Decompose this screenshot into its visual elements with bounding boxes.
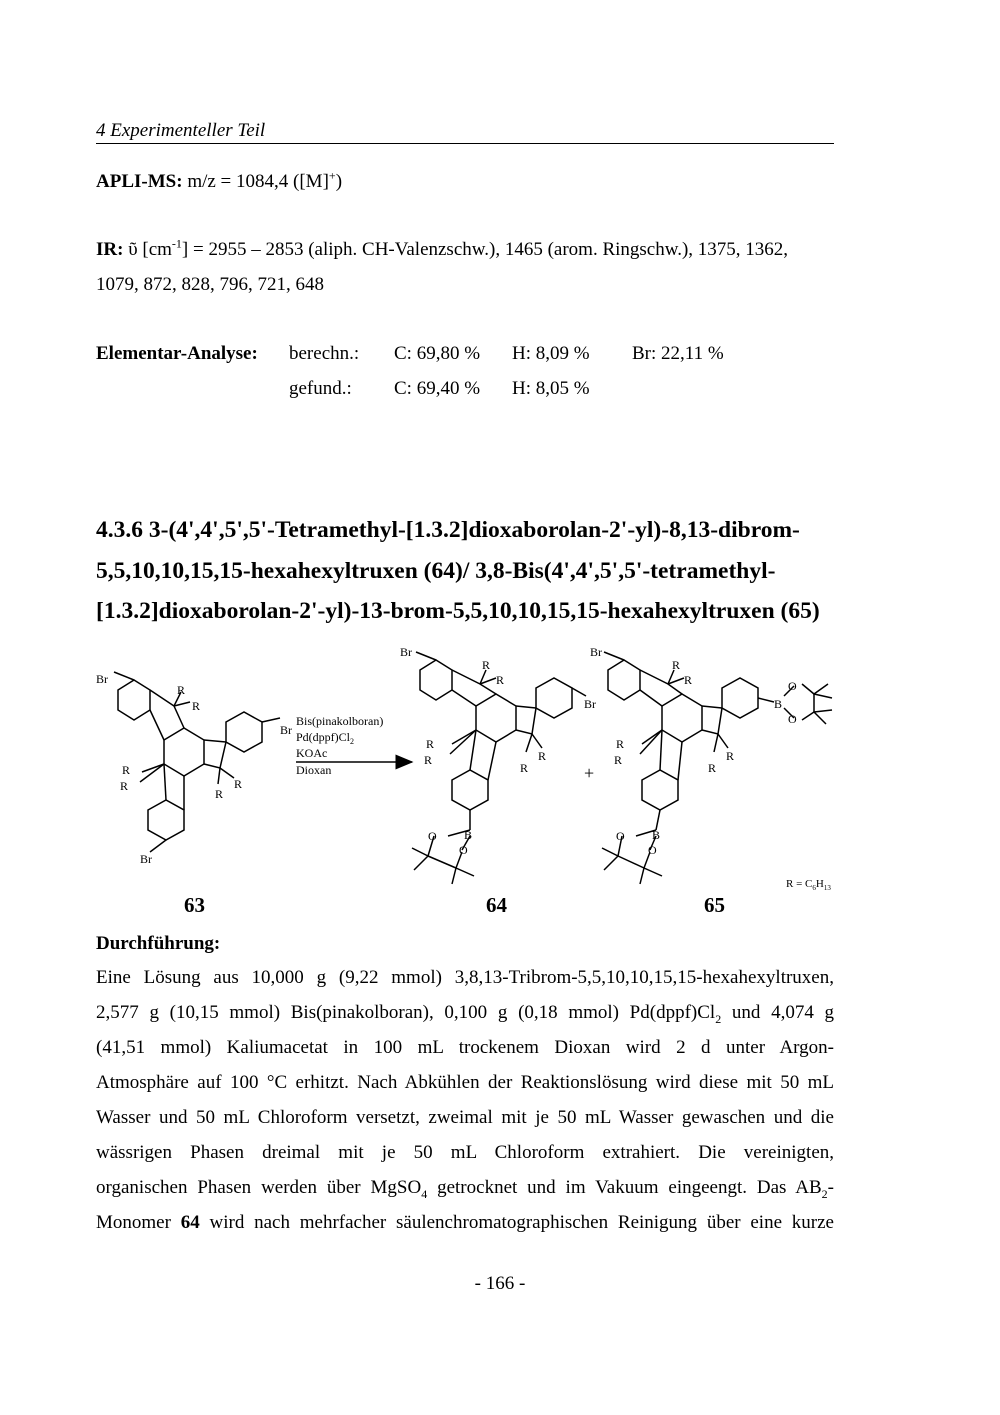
elemental-found-label: gefund.: xyxy=(289,378,352,399)
compound-label-63: 63 xyxy=(184,893,205,917)
atom-r-65a: R xyxy=(672,658,681,672)
reagent-koac: KOAc xyxy=(296,746,328,760)
atom-o-64b: O xyxy=(459,843,468,857)
atom-r-65e: R xyxy=(726,749,735,763)
elemental-found-h: H: 8,05 % xyxy=(512,378,590,399)
atom-br-63c: Br xyxy=(140,852,152,866)
atom-b-64: B xyxy=(464,828,473,842)
atom-o-64a: O xyxy=(428,829,437,843)
procedure-line-6: wässrigen Phasen dreimal mit je 50 mL Chloroform extrahiert. Die vereinigten, xyxy=(96,1142,834,1163)
atom-b-65a: B xyxy=(774,697,783,711)
atom-br-63b: Br xyxy=(280,723,292,737)
r-definition: $R = C_6H_{13}$ xyxy=(786,878,831,892)
elemental-label: Elementar-Analyse: xyxy=(96,343,258,364)
apli-ms-suffix: ) xyxy=(335,171,343,192)
compound-label-64: 64 xyxy=(486,893,507,917)
elemental-calc-br: Br: 22,11 % xyxy=(632,343,724,364)
procedure-paragraph xyxy=(96,960,834,1240)
atom-o-65c: O xyxy=(616,829,625,843)
elemental-calc-h: H: 8,09 % xyxy=(512,343,590,364)
atom-r-65c: R xyxy=(616,737,625,751)
procedure-line-3: (41,51 mmol) Kaliumacetat in 100 mL trockenem Dioxan wird 2 d unter Argon- xyxy=(96,1037,834,1058)
reagent-dioxan: Dioxan xyxy=(296,763,332,777)
atom-r-63e: R xyxy=(234,777,243,791)
page-number: - 166 - xyxy=(474,1273,526,1294)
apli-ms-charge: + xyxy=(328,168,336,183)
procedure-line-7: organischen Phasen werden über MgSO$_4$ getrocknet und im Vakuum eingeengt. Das $AB_2-$ xyxy=(96,1177,834,1201)
plus-sign: + xyxy=(584,763,595,783)
atom-br-64b: Br xyxy=(584,697,596,711)
atom-r-64d: R xyxy=(424,753,433,767)
procedure-line-4: Atmosphäre auf 100 °C erhitzt. Nach Abkühlen der Reaktionslösung wird diese mit 50 mL xyxy=(96,1072,834,1093)
procedure-line-2: 2,577 g (10,15 mmol) Bis(pinakolboran), 0,100 g (0,18 mmol) $Pd(dppf)Cl_2$ und 4,074 g xyxy=(96,1002,835,1026)
header-title: 4 Experimenteller Teil xyxy=(96,120,266,141)
atom-br-64a: Br xyxy=(400,645,412,659)
section-heading-line-1: 4.3.6 3-(4',4',5',5'-Tetramethyl-[1.3.2]dioxaborolan-2'-yl)-8,13-dibrom- xyxy=(96,517,800,543)
procedure-line-5: Wasser und 50 mL Chloroform versetzt, zweimal mit je 50 mL Wasser gewaschen und die xyxy=(96,1107,834,1128)
molecule-65 xyxy=(602,652,832,884)
atom-r-64e: R xyxy=(538,749,547,763)
section-heading-line-2: 5,5,10,10,15,15-hexahexyltruxen (64)/ 3,8-Bis(4',4',5',5'-tetramethyl- xyxy=(96,558,776,584)
reagent-bispinakolboran: Bis(pinakolboran) xyxy=(296,714,384,728)
atom-r-63d: R xyxy=(120,779,129,793)
atom-br-63a: Br xyxy=(96,672,108,686)
atom-r-63f: R xyxy=(215,787,224,801)
elemental-calc-label: berechn.: xyxy=(289,343,360,364)
atom-r-63c: R xyxy=(122,763,131,777)
compound-label-65: 65 xyxy=(704,893,725,917)
ir-line-1 xyxy=(96,238,788,262)
atom-o-65a: O xyxy=(788,679,797,693)
atom-r-64f: R xyxy=(520,761,529,775)
running-header xyxy=(96,118,834,144)
atom-br-65: Br xyxy=(590,645,602,659)
section-heading-line-3: [1.3.2]dioxaborolan-2'-yl)-13-brom-5,5,10,10,15,15-hexahexyltruxen (65) xyxy=(96,598,820,624)
procedure-line-8: Monomer 64 wird nach mehrfacher säulenchromatographischen Reinigung über eine kurze xyxy=(96,1212,834,1233)
ir-line-2: 1079, 872, 828, 796, 721, 648 xyxy=(96,274,324,295)
apli-ms-line xyxy=(96,170,342,194)
elemental-found-c: C: 69,40 % xyxy=(394,378,481,399)
atom-r-64c: R xyxy=(426,737,435,751)
reagent-catalyst: $Pd(dppf)Cl_2$ xyxy=(296,730,354,746)
atom-o-65d: O xyxy=(648,843,657,857)
reaction-scheme xyxy=(86,640,846,925)
atom-r-65b: R xyxy=(684,673,693,687)
atom-o-65b: O xyxy=(788,712,797,726)
ir-unit-start: ῦ [cm xyxy=(128,239,172,260)
atom-b-65b: B xyxy=(652,828,661,842)
ir-label: IR: xyxy=(96,239,124,260)
ir-unit-sup: -1 xyxy=(171,236,182,251)
atom-r-63a: R xyxy=(177,683,186,697)
procedure-line-1: Eine Lösung aus 10,000 g (9,22 mmol) 3,8,13-Tribrom-5,5,10,10,15,15-hexahexyltruxen, xyxy=(96,967,834,988)
atom-r-65d: R xyxy=(614,753,623,767)
atom-r-63b: R xyxy=(192,699,201,713)
apli-ms-label: APLI-MS: xyxy=(96,171,183,192)
procedure-title: Durchführung: xyxy=(96,933,221,954)
atom-r-65f: R xyxy=(708,761,717,775)
atom-r-64b: R xyxy=(496,673,505,687)
elemental-calc-c: C: 69,80 % xyxy=(394,343,481,364)
apli-ms-prefix: m/z = 1084,4 ([M] xyxy=(187,171,329,192)
ir-line1-rest: ] = 2955 – 2853 (aliph. CH-Valenzschw.), 1465 (arom. Ringschw.), 1375, 1362, xyxy=(181,239,789,260)
atom-r-64a: R xyxy=(482,658,491,672)
